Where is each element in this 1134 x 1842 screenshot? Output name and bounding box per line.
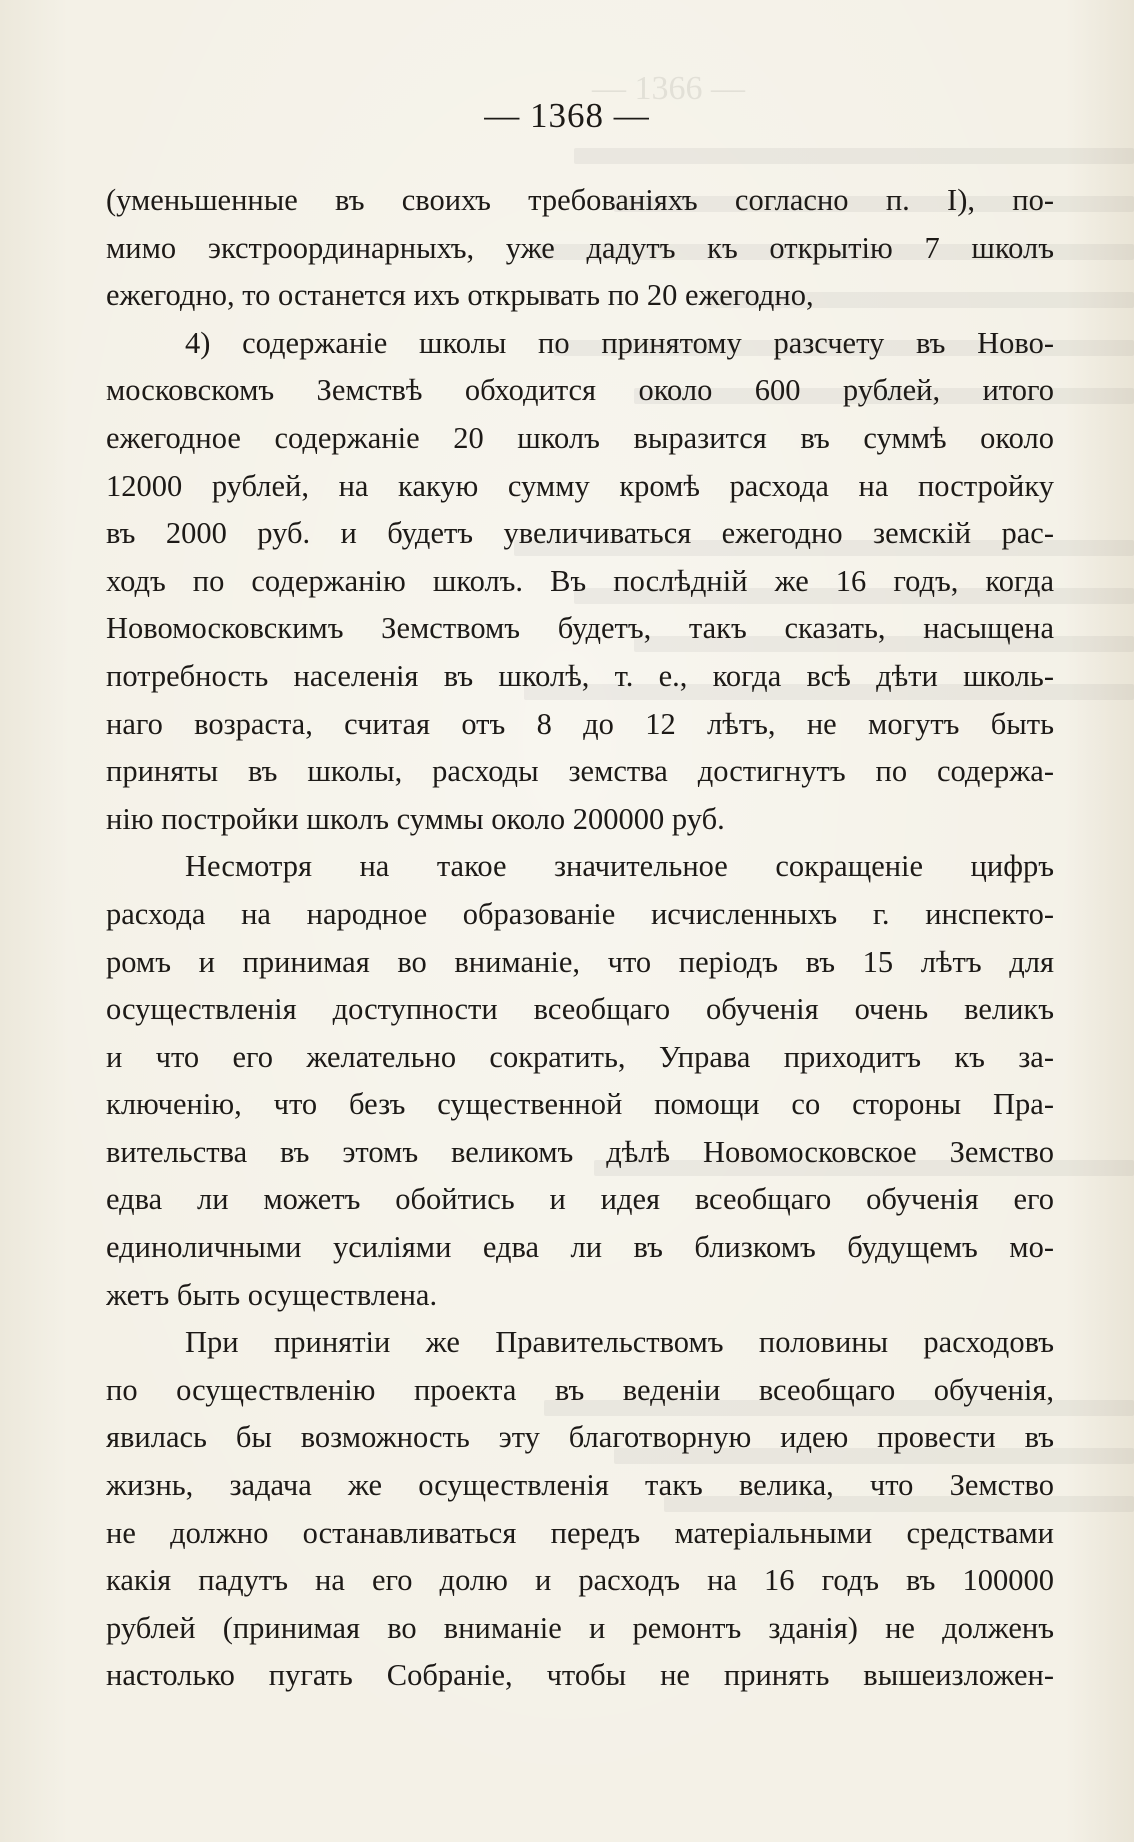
text-line: Несмотря на такое значительное сокращеніе цифръ (185, 849, 1054, 884)
text-line: Новомосковскимъ Земствомъ будетъ, такъ сказать, насыщена (106, 611, 1054, 646)
text-line: настолько пугать Собраніе, чтобы не принять вышеизложен- (106, 1658, 1054, 1693)
text-line: по осуществленію проекта въ веденіи всеобщаго обученія, (106, 1372, 1054, 1407)
text-line: жетъ быть осуществлена. (106, 1277, 438, 1312)
text-line: ключенію, что безъ существенной помощи со стороны Пра- (106, 1087, 1054, 1122)
text-line: ромъ и принимая во вниманіе, что періодъ въ 15 лѣтъ для (106, 944, 1054, 979)
text-line: въ 2000 руб. и будетъ увеличиваться ежегодно земскій рас- (106, 516, 1054, 551)
text-line: единоличными усиліями едва ли въ близкомъ будущемъ мо- (106, 1230, 1054, 1265)
text-line: рублей (принимая во вниманіе и ремонтъ зданія) не долженъ (106, 1610, 1054, 1645)
text-line: какія падутъ на его долю и расходъ на 16 годъ въ 100000 (106, 1563, 1054, 1598)
text-line: расхода на народное образованіе исчисленныхъ г. инспекто- (106, 896, 1054, 931)
bleed-line (574, 148, 1134, 164)
text-line: жизнь, задача же осуществленія такъ велика, что Земство (106, 1468, 1054, 1503)
page-number: — 1368 — (484, 96, 650, 135)
text-line: 12000 рублей, на какую сумму кромѣ расхода на постройку (106, 468, 1054, 503)
text-line: наго возраста, считая отъ 8 до 12 лѣтъ, не могутъ быть (106, 706, 1054, 741)
text-line: 4) содержаніе школы по принятому разсчету въ Ново- (185, 325, 1054, 360)
text-line: осуществленія доступности всеобщаго обученія очень великъ (106, 992, 1054, 1027)
text-line: и что его желательно сократить, Управа приходитъ къ за- (106, 1039, 1054, 1074)
text-line: (уменьшенные въ своихъ требованіяхъ согласно п. I), по- (106, 183, 1054, 217)
text-line: ежегодно, то останется ихъ открывать по 20 ежегодно, (106, 278, 814, 313)
text-line: ходъ по содержанію школъ. Въ послѣдній же 16 годъ, когда (106, 563, 1054, 598)
text-line: При принятіи же Правительствомъ половины расходовъ (185, 1325, 1054, 1360)
text-line: едва ли можетъ обойтись и идея всеобщаго обученія его (106, 1182, 1054, 1217)
text-line: нію постройки школъ суммы около 200000 руб. (106, 801, 725, 836)
bleed-page-number: — 1366 — (592, 70, 745, 107)
text-line: московскомъ Земствѣ обходится около 600 рублей, итого (106, 373, 1054, 408)
body-text (106, 177, 1054, 1700)
text-line: вительства въ этомъ великомъ дѣлѣ Новомосковское Земство (106, 1134, 1054, 1169)
text-line: мимо экстроординарныхъ, уже дадутъ къ открытію 7 школъ (106, 230, 1054, 265)
text-line: ежегодное содержаніе 20 школъ выразится въ суммѣ около (106, 420, 1054, 455)
text-line: не должно останавливаться передъ матеріальными средствами (106, 1515, 1054, 1550)
text-line: явилась бы возможность эту благотворную идею провести въ (106, 1420, 1054, 1455)
text-line: потребность населенія въ школѣ, т. е., когда всѣ дѣти школь- (106, 658, 1054, 693)
text-line: приняты въ школы, расходы земства достигнутъ по содержа- (106, 754, 1054, 789)
